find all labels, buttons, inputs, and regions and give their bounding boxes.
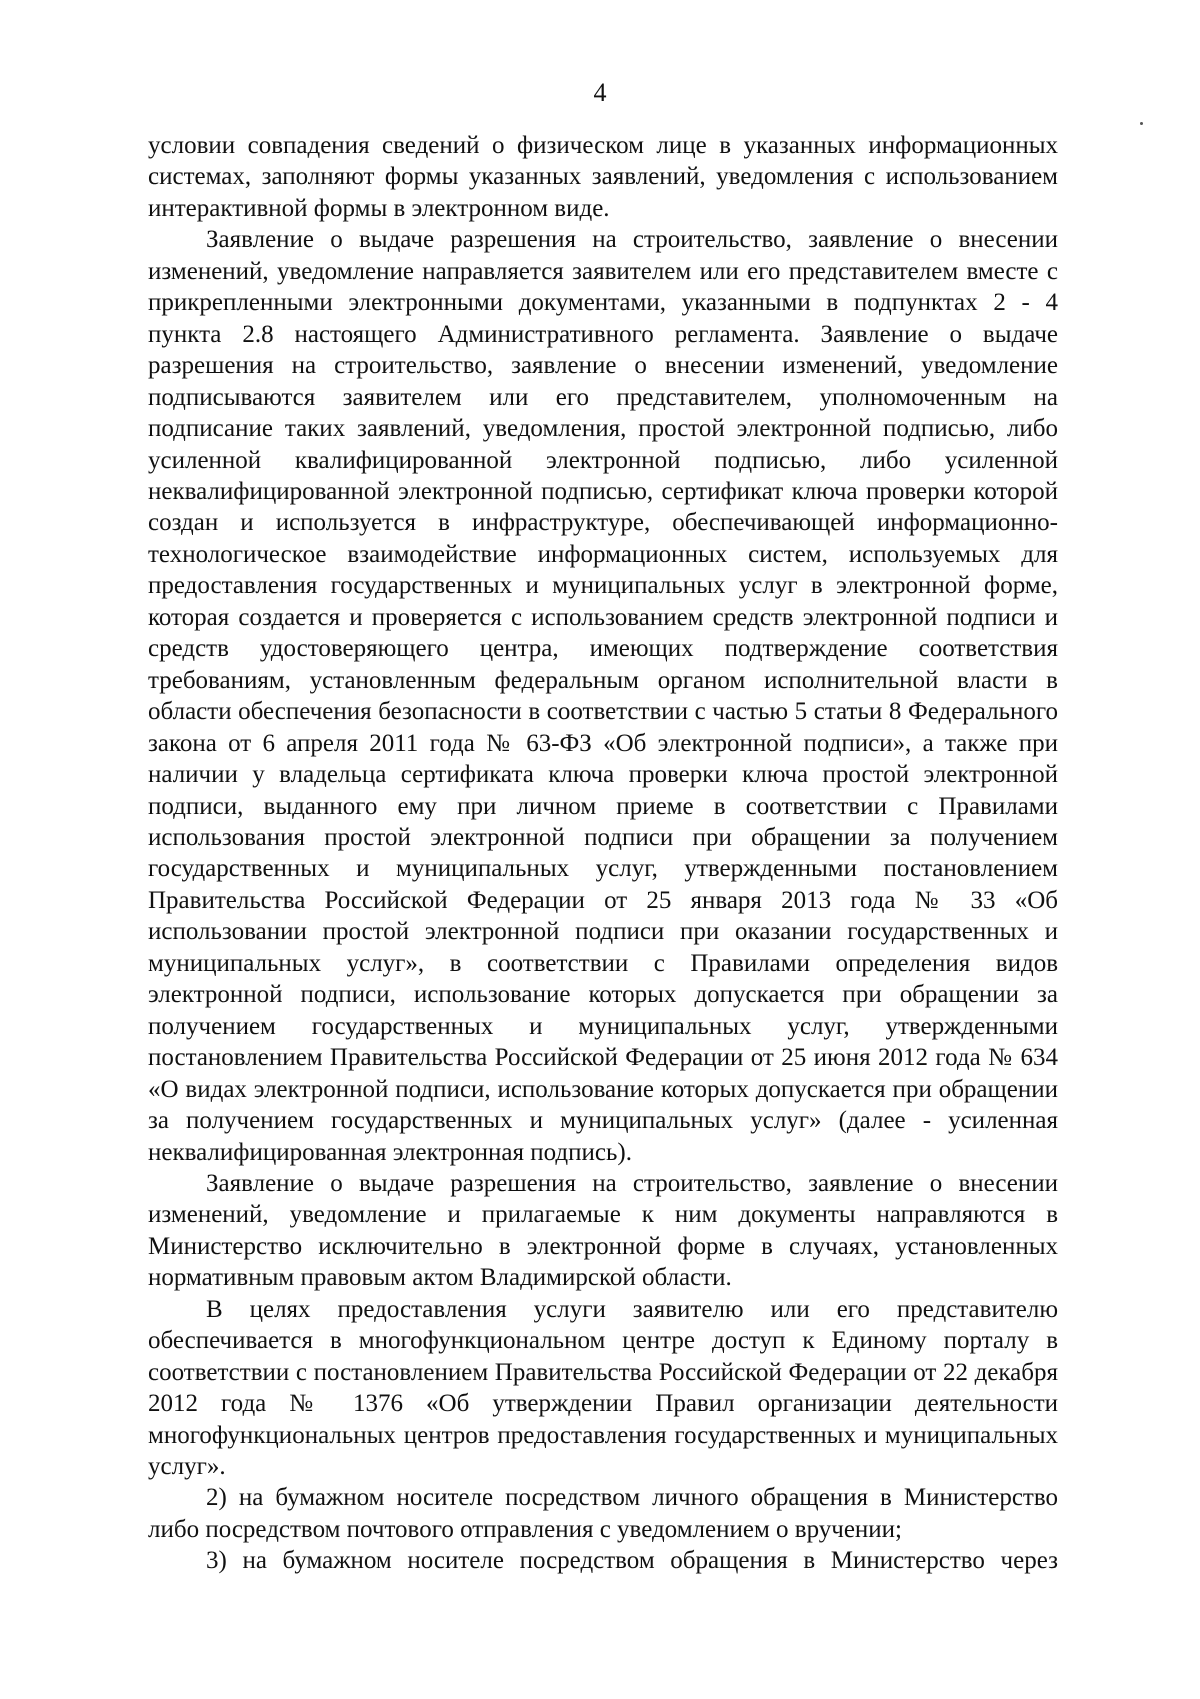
scan-artifact-dot: [1140, 122, 1143, 125]
paragraph-electronic-signature: Заявление о выдаче разрешения на строительство, заявление о внесении изменений, уведомление направляется заявителем или его представителем вместе с прикрепленными электронными документами, указанными в подпунктах 2 - 4 пункта 2.8 настоящего Административного регламента. Заявление о выдаче разрешения на строительство, заявление о внесении изменений, уведомление подписываются заявителем или его представителем, уполномоченным на подписание таких заявлений, уведомления, простой электронной подписью, либо усиленной квалифицированной электронной подписью, либо усиленной неквалифицированной электронной подписью, сертификат ключа проверки которой создан и используется в инфраструктуре, обеспечивающей информационно-технологическое взаимодействие информационных систем, используемых для предоставления государственных и муниципальных услуг в электронной форме, которая создается и проверяется с использованием средств электронной подписи и средств удостоверяющего центра, имеющих подтверждение соответствия требованиям, установленным федеральным органом исполнительной власти в области обеспечения безопасности в соответствии с частью 5 статьи 8 Федерального закона от 6 апреля 2011 года № 63-ФЗ «Об электронной подписи», а также при наличии у владельца сертификата ключа проверки ключа простой электронной подписи, выданного ему при личном приеме в соответствии с Правилами использования простой электронной подписи при обращении за получением государственных и муниципальных услуг, утвержденными постановлением Правительства Российской Федерации от 25 января 2013 года № 33 «Об использовании простой электронной подписи при оказании государственных и муниципальных услуг», в соответствии с Правилами определения видов электронной подписи, использование которых допускается при обращении за получением государственных и муниципальных услуг, утвержденными постановлением Правительства Российской Федерации от 25 июня 2012 года № 634 «О видах электронной подписи, использование которых допускается при обращении за получением государственных и муниципальных услуг» (далее - усиленная неквалифицированная электронная подпись).: [148, 226, 1058, 1166]
list-item-3-paper-via: 3) на бумажном носителе посредством обращения в Министерство через: [206, 1547, 1058, 1575]
page-number: 4: [593, 78, 607, 107]
paragraph-electronic-only: Заявление о выдаче разрешения на строительство, заявление о внесении изменений, уведомление и прилагаемые к ним документы направляются в Министерство исключительно в электронной форме в случаях, установленных нормативным правовым актом Владимирской области.: [148, 1169, 1058, 1292]
paragraph-mfc-access: В целях предоставления услуги заявителю или его представителю обеспечивается в многофункциональном центре доступ к Единому порталу в соответствии с постановлением Правительства Российской Федерации от 22 декабря 2012 года № 1376 «Об утверждении Правил организации деятельности многофункциональных центров предоставления государственных и муниципальных услуг».: [148, 1295, 1058, 1481]
list-item-2-paper-personal: 2) на бумажном носителе посредством личного обращения в Министерство либо посредством почтового отправления с уведомлением о вручении;: [148, 1484, 1058, 1543]
paragraph-continuation: условии совпадения сведений о физическом лице в указанных информационных системах, заполняют формы указанных заявлений, уведомления с использованием интерактивной формы в электронном виде.: [148, 132, 1058, 222]
body-text: [148, 130, 1058, 1577]
